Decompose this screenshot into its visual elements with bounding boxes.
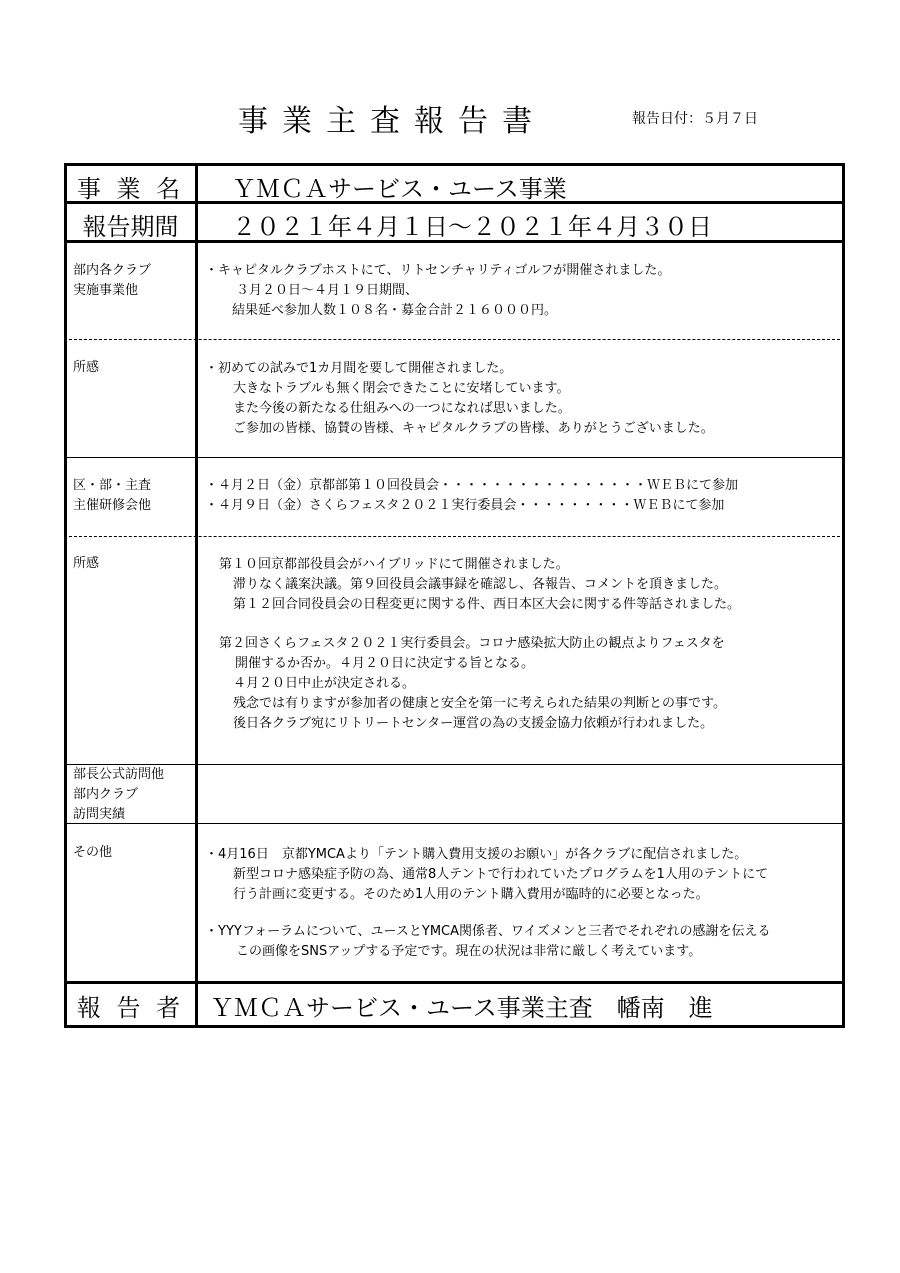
section-divider-1 [64, 339, 845, 340]
club-events-label [73, 261, 151, 301]
section-divider-2 [64, 457, 845, 458]
other-line: この画像をSNSアップする予定です。現在の状況は非常に厳しく考えています。 [236, 944, 702, 959]
other-line: 新型コロナ感染症予防の為、通常8人テントで行われていたプログラムを1人用のテントにて [233, 867, 769, 882]
label-line: その他 [73, 845, 113, 860]
impressions-1-line: また今後の新たなる仕組みへの一つになれば思いました。 [233, 401, 571, 416]
reporter-label: 報 告 者 [76, 994, 185, 1022]
club-events-line: 結果延べ参加人数１０８名・募金合計２１６０００円。 [232, 303, 558, 318]
impressions-1-line: ご参加の皆様、協賛の皆様、キャピタルクラブの皆様、ありがとうございました。 [233, 421, 714, 436]
impressions-2-line: 後日各クラブ宛にリトリートセンター運営の為の支援金協力依頼が行われました。 [233, 716, 714, 731]
label-column-divider [195, 163, 198, 1028]
report-period-value: ２０２１年４月１日～２０２１年４月３０日 [232, 213, 712, 241]
impressions-2-line: 開催するか否か。４月２０日に決定する旨となる。 [235, 656, 535, 671]
impressions-2-line: 滞りなく議案決議。第９回役員会議事録を確認し、各報告、コメントを頂きました。 [233, 577, 728, 592]
business-name-value: ＹＭＣＡサービス・ユース事業 [232, 175, 567, 203]
reporter-value: ＹＭＣＡサービス・ユース事業主査 幡南 進 [210, 994, 713, 1022]
impressions-2-line: 残念では有りますが参加者の健康と安全を第一に考えられた結果の判断との事です。 [233, 696, 726, 711]
business-name-label: 事 業 名 [76, 175, 185, 203]
other-line: ・4月16日 京都YMCAより「テント購入費用支援のお願い」が各クラブに配信されました。 [205, 847, 748, 862]
impressions-2-line: 第１０回京都部役員会がハイブリッドにて開催されました。 [219, 557, 569, 572]
label-line: 区・部・主査 [73, 478, 152, 493]
label-line: 部内クラブ [73, 787, 139, 802]
other-line: ・YYYフォーラムについて、ユースとYMCA関係者、ワイズメンと三者でそれぞれの感謝を伝える [205, 924, 771, 939]
official-visits-label [73, 765, 164, 825]
label-line: 主催研修会他 [73, 498, 152, 513]
label-line: 実施事業他 [73, 283, 139, 298]
document-title: 事業主査報告書 [238, 104, 546, 139]
section-divider-5 [64, 823, 845, 824]
label-line: 部内各クラブ [73, 263, 152, 278]
club-events-line: ３月２０日～４月１９日期間、 [236, 283, 419, 298]
district-meetings-line: ・４月９日（金）さくらフェスタ２０２１実行委員会・・・・・・・・・ＷＥＢにて参加 [205, 498, 725, 513]
label-line: 所感 [73, 360, 100, 375]
club-events-line: ・キャピタルクラブホストにて、リトセンチャリティゴルフが開催されました。 [205, 263, 671, 278]
impressions-1-label [73, 358, 99, 378]
section-divider-4 [64, 764, 845, 765]
district-meetings-label [73, 476, 151, 516]
other-label [73, 843, 112, 863]
other-line: 行う計画に変更する。そのため1人用のテント購入費用が臨時的に必要となった。 [233, 887, 709, 902]
row-divider-3 [64, 981, 845, 984]
district-meetings-line: ・４月２日（金）京都部第１０回役員会・・・・・・・・・・・・・・・・ＷＥＢにて参加 [205, 478, 739, 493]
report-period-label: 報告期間 [82, 213, 179, 241]
impressions-2-line: ４月２０日中止が決定される。 [233, 676, 416, 691]
impressions-2-line: 第２回さくらフェスタ２０２１実行委員会。コロナ感染拡大防止の観点よりフェスタを [219, 636, 725, 651]
label-line: 訪問実績 [73, 807, 126, 822]
impressions-2-line: 第１２回合同役員会の日程変更に関する件、西日本区大会に関する件等話されました。 [233, 597, 741, 612]
impressions-1-line: ・初めての試みで1カ月間を要して開催されました。 [205, 361, 513, 376]
label-line: 部長公式訪問他 [73, 767, 165, 782]
section-divider-3 [64, 536, 845, 537]
impressions-1-line: 大きなトラブルも無く閉会できたことに安堵しています。 [233, 381, 570, 396]
impressions-2-label [73, 554, 99, 574]
label-line: 所感 [73, 556, 100, 571]
report-date: 報告日付：５月７日 [632, 111, 758, 127]
